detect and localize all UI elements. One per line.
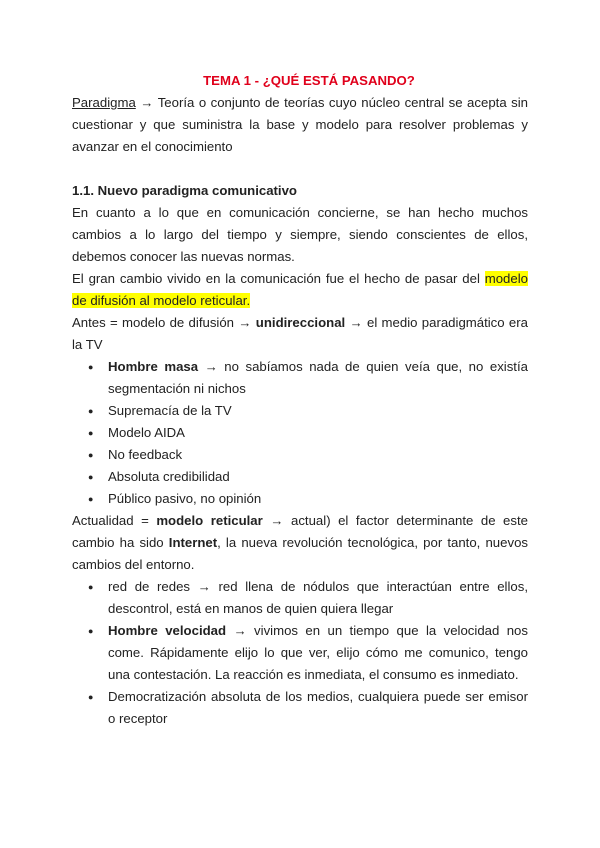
change-paragraph [72, 268, 528, 312]
highlighted-text: modelo de difusión al modelo reticular. [72, 271, 528, 308]
intro-paragraph: En cuanto a lo que en comunicación concierne, se han hecho muchos cambios a lo largo del tiempo y siempre, siendo conscientes de ellos, debemos conocer las nuevas normas. [72, 205, 528, 264]
list-item-bold: Hombre velocidad [108, 623, 227, 638]
now-text-e: , la nueva revolución tecnológica, por tanto, nuevos cambios del entorno. [72, 535, 528, 572]
now-paragraph [72, 510, 528, 576]
definition-term: Paradigma [72, 95, 136, 110]
list-item: ● Absoluta credibilidad [108, 466, 528, 488]
list-item: ● Público pasivo, no opinión [108, 488, 528, 510]
list-item: ● red de redes → red llena de nódulos que interactúan entre ellos, descontrol, está en manos de quien quiera llegar [108, 576, 528, 620]
now-bold-model: modelo reticular [156, 513, 263, 528]
change-text: El gran cambio vivido en la comunicación fue el hecho de pasar del [72, 271, 485, 286]
definition-paragraph [72, 92, 528, 158]
before-text-a: Antes = modelo de difusión → [72, 315, 256, 330]
before-bold: unidireccional [255, 315, 346, 330]
now-text-a: Actualidad = [72, 513, 157, 528]
list-item: ● Supremacía de la TV [108, 400, 528, 422]
document-body [72, 70, 528, 730]
before-text-c: → el medio paradigmático era la TV [72, 315, 528, 352]
list-item [108, 356, 528, 400]
now-text-c: → actual) el factor determinante de este cambio ha sido [72, 513, 528, 550]
now-bold-internet: Internet [168, 535, 218, 550]
now-list [72, 576, 528, 730]
definition-text: → Teoría o conjunto de teorías cuyo núcleo central se acepta sin cuestionar y que suministra la base y modelo para resolver problemas y avanzar en el conocimiento [72, 95, 528, 154]
before-paragraph [72, 312, 528, 356]
before-list [72, 356, 528, 510]
section-heading: 1.1. Nuevo paradigma comunicativo [72, 183, 297, 198]
list-item: ● Modelo AIDA [108, 422, 528, 444]
list-item-bold: Hombre masa [108, 359, 199, 374]
list-item [108, 620, 528, 686]
list-item: ● No feedback [108, 444, 528, 466]
list-item: ● Democratización absoluta de los medios, cualquiera puede ser emisor o receptor [108, 686, 528, 730]
page-title: TEMA 1 - ¿QUÉ ESTÁ PASANDO? [203, 73, 415, 88]
list-item-text: → vivimos en un tiempo que la velocidad nos come. Rápidamente elijo lo que ver, elijo cómo me comunico, tengo una contestación. La reacción es inmediata, el consumo es inmediato. [108, 623, 528, 682]
list-item-text: → no sabíamos nada de quien veía que, no existía segmentación ni nichos [108, 359, 528, 396]
